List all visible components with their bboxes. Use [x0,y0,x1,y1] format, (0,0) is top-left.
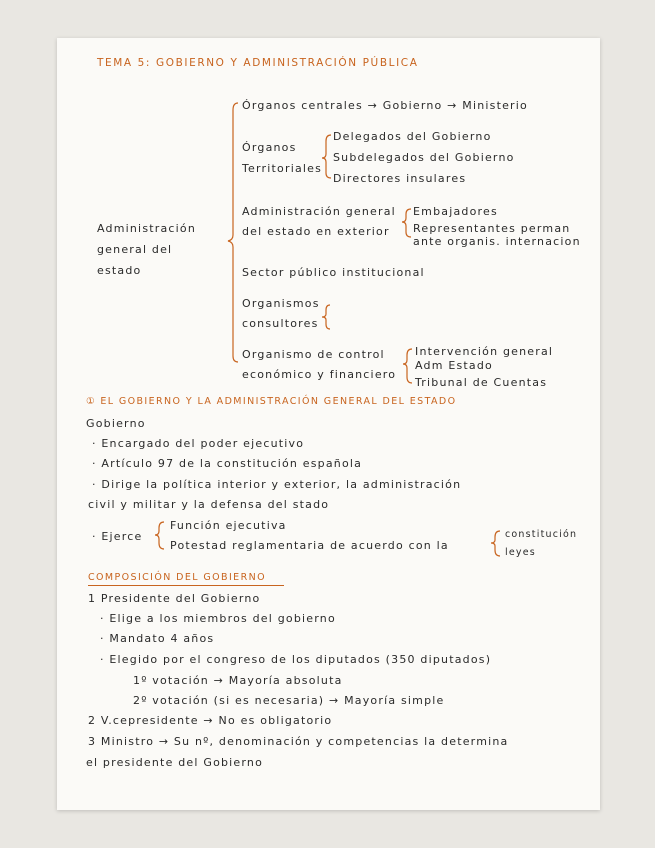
root-label-2: general del [97,243,173,256]
organos-territoriales-label-2: Territoriales [242,162,323,175]
territorial-brace [322,135,331,178]
root-label-3: estado [97,264,142,277]
composition-line-1: 1 Presidente del Gobierno [88,592,261,605]
control-item-3: Tribunal de Cuentas [415,376,548,389]
control-label-1: Organismo de control [242,348,385,361]
composition-line-4: · Elegido por el congreso de los diputados (350 diputados) [100,653,492,666]
control-item-1: Intervención general [415,345,554,358]
ejerce-target-1: constitución [505,529,578,540]
exterior-brace [402,209,411,237]
exterior-item-1: Embajadores [413,205,498,218]
ejerce-item-2: Potestad reglamentaria de acuerdo con la [170,539,449,552]
organos-centrales: Órganos centrales → Gobierno → Ministerio [242,99,528,112]
composition-line-2: · Elige a los miembros del gobierno [100,612,336,625]
consultores-label-1: Organismos [242,297,320,310]
exterior-item-3: ante organis. internacion [413,235,581,248]
control-item-2: Adm Estado [415,359,493,372]
sector-publico: Sector público institucional [242,266,425,279]
territorial-item-2: Subdelegados del Gobierno [333,151,515,164]
consultores-label-2: consultores [242,317,319,330]
composition-line-3: · Mandato 4 años [100,632,215,645]
bullet-3-cont: civil y militar y la defensa del stado [88,498,330,511]
root-label-1: Administración [97,222,197,235]
bullet-2: · Artículo 97 de la constitución española [92,457,363,470]
ejerce-brace [155,522,164,549]
composition-line-6: 2º votación (si es necesaria) → Mayoría simple [133,694,445,707]
exterior-label-2: del estado en exterior [242,225,390,238]
targets-brace [491,531,500,556]
bullet-3: · Dirige la política interior y exterior, la administración [92,478,462,491]
control-label-2: económico y financiero [242,368,397,381]
section1-heading: ① EL GOBIERNO Y LA ADMINISTRACIÓN GENERAL DEL ESTADO [86,396,457,407]
bullet-1: · Encargado del poder ejecutivo [92,437,305,450]
composition-line-7: 2 V.cepresidente → No es obligatorio [88,714,333,727]
page-title: TEMA 5: GOBIERNO Y ADMINISTRACIÓN PÚBLICA [97,57,419,69]
main-brace [228,103,238,362]
ejerce-item-1: Función ejecutiva [170,519,287,532]
composition-line-8: 3 Ministro → Su nº, denominación y competencias la determina [88,735,509,748]
exterior-label-1: Administración general [242,205,396,218]
composition-heading: COMPOSICIÓN DEL GOBIERNO [88,572,266,583]
section1-subject: Gobierno [86,417,146,430]
consultores-brace [322,305,330,329]
composition-line-5: 1º votación → Mayoría absoluta [133,674,343,687]
ejerce-label: · Ejerce [92,530,143,543]
control-brace [403,349,412,383]
ejerce-target-2: leyes [505,547,536,558]
territorial-item-1: Delegados del Gobierno [333,130,492,143]
composition-line-9: el presidente del Gobierno [86,756,264,769]
exterior-item-2: Representantes perman [413,222,571,235]
territorial-item-3: Directores insulares [333,172,467,185]
organos-territoriales-label-1: Órganos [242,141,297,154]
